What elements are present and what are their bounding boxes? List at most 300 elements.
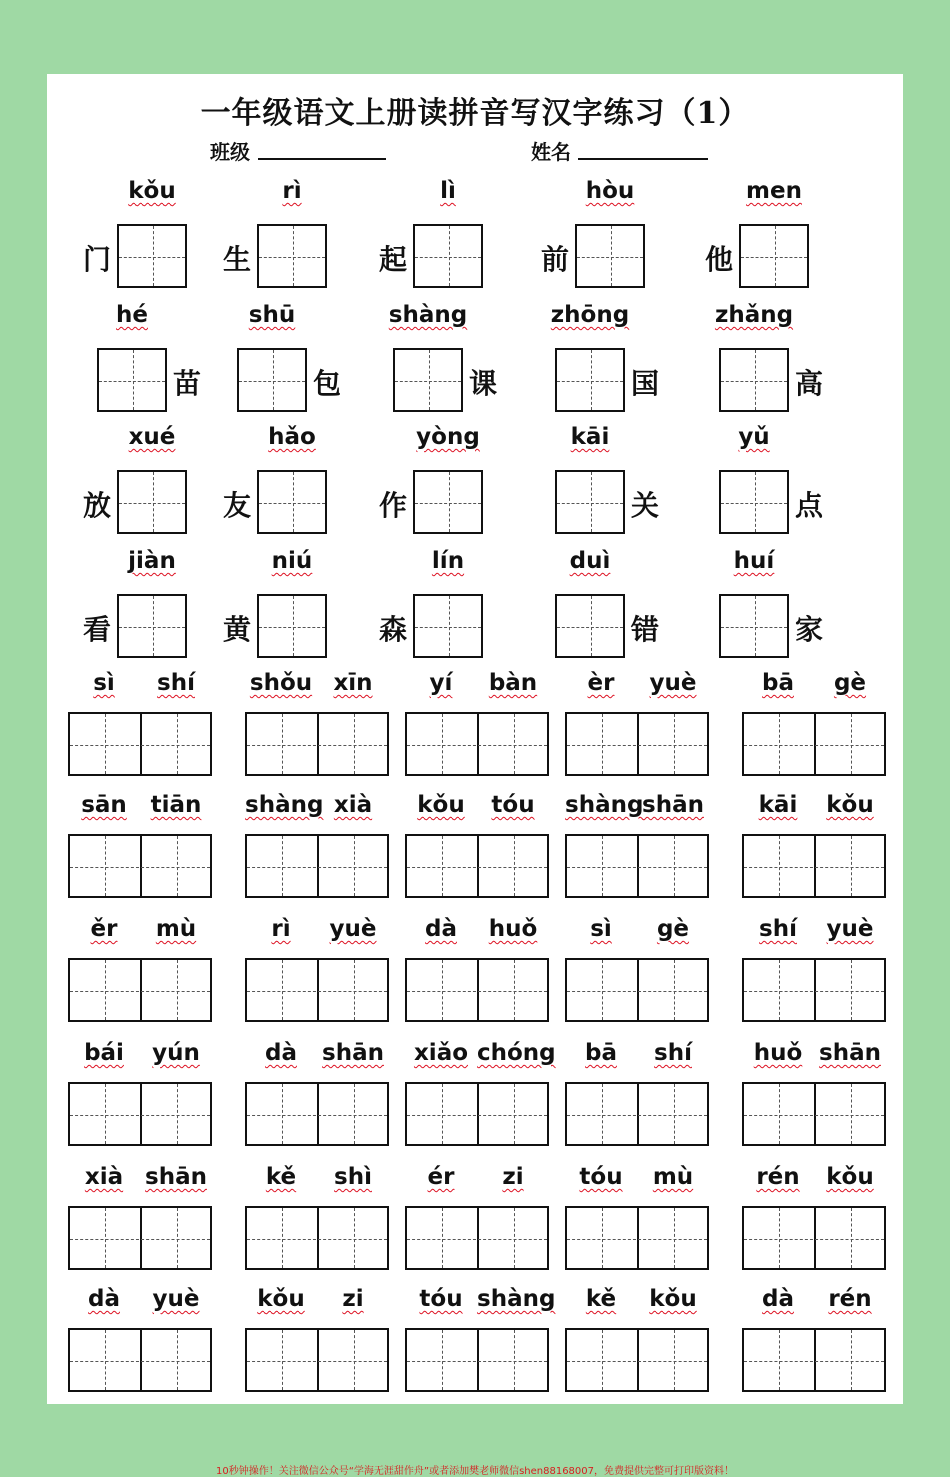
cell-divider bbox=[637, 836, 639, 896]
guide-line-vertical bbox=[282, 1208, 283, 1268]
guide-line-horizontal bbox=[567, 745, 707, 746]
writing-box[interactable] bbox=[257, 594, 327, 658]
guide-line-horizontal bbox=[557, 627, 623, 628]
writing-box[interactable] bbox=[245, 712, 389, 776]
pinyin-label: shān bbox=[145, 1164, 207, 1190]
guide-line-horizontal bbox=[247, 1361, 387, 1362]
guide-line-vertical bbox=[293, 596, 294, 656]
pinyin-label: men bbox=[746, 178, 802, 204]
guide-line-horizontal bbox=[70, 1361, 210, 1362]
writing-box[interactable] bbox=[565, 1328, 709, 1392]
guide-line-horizontal bbox=[415, 627, 481, 628]
cell-divider bbox=[814, 714, 816, 774]
cell-divider bbox=[140, 960, 142, 1020]
writing-box[interactable] bbox=[555, 348, 625, 412]
pinyin-label: dà bbox=[762, 1286, 794, 1312]
guide-line-horizontal bbox=[577, 257, 643, 258]
writing-box[interactable] bbox=[565, 712, 709, 776]
writing-box[interactable] bbox=[68, 1206, 212, 1270]
pinyin-label: huǒ bbox=[488, 916, 538, 942]
pinyin-label: rén bbox=[828, 1286, 872, 1312]
pinyin-label: dà bbox=[425, 916, 457, 942]
guide-line-vertical bbox=[851, 1330, 852, 1390]
cell-divider bbox=[477, 836, 479, 896]
cell-divider bbox=[637, 960, 639, 1020]
pinyin-label: shān bbox=[322, 1040, 384, 1066]
pinyin-label: kǒu bbox=[649, 1286, 697, 1312]
guide-line-horizontal bbox=[744, 1239, 884, 1240]
guide-line-vertical bbox=[514, 836, 515, 896]
guide-line-vertical bbox=[282, 1330, 283, 1390]
guide-line-vertical bbox=[105, 960, 106, 1020]
writing-box[interactable] bbox=[742, 1206, 886, 1270]
name-field[interactable] bbox=[578, 158, 708, 160]
writing-box[interactable] bbox=[257, 224, 327, 288]
writing-box[interactable] bbox=[742, 958, 886, 1022]
cell-divider bbox=[317, 1084, 319, 1144]
pinyin-label: gè bbox=[656, 916, 690, 942]
writing-box[interactable] bbox=[742, 712, 886, 776]
guide-line-horizontal bbox=[567, 867, 707, 868]
guide-line-vertical bbox=[602, 714, 603, 774]
writing-box[interactable] bbox=[405, 1082, 549, 1146]
guide-line-vertical bbox=[755, 350, 756, 410]
writing-box[interactable] bbox=[68, 1082, 212, 1146]
pinyin-label: niú bbox=[271, 548, 313, 574]
guide-line-horizontal bbox=[557, 381, 623, 382]
guide-line-horizontal bbox=[70, 1115, 210, 1116]
guide-line-horizontal bbox=[259, 257, 325, 258]
guide-line-horizontal bbox=[247, 1239, 387, 1240]
cell-divider bbox=[317, 836, 319, 896]
guide-line-vertical bbox=[851, 1084, 852, 1144]
pinyin-label: zi bbox=[342, 1286, 364, 1312]
writing-box[interactable] bbox=[405, 712, 549, 776]
guide-line-vertical bbox=[514, 960, 515, 1020]
cell-divider bbox=[477, 714, 479, 774]
guide-line-vertical bbox=[293, 226, 294, 286]
guide-line-horizontal bbox=[70, 867, 210, 868]
pinyin-label: yòng bbox=[416, 424, 480, 450]
guide-line-horizontal bbox=[119, 627, 185, 628]
guide-line-vertical bbox=[282, 1084, 283, 1144]
writing-box[interactable] bbox=[68, 958, 212, 1022]
guide-line-vertical bbox=[354, 1208, 355, 1268]
guide-line-vertical bbox=[602, 1084, 603, 1144]
pinyin-label: chóng bbox=[477, 1040, 556, 1066]
guide-line-vertical bbox=[177, 1208, 178, 1268]
pinyin-label: yuè bbox=[649, 670, 697, 696]
cell-divider bbox=[140, 1084, 142, 1144]
writing-box[interactable] bbox=[245, 1082, 389, 1146]
pinyin-label: xià bbox=[84, 1164, 124, 1190]
writing-box[interactable] bbox=[68, 712, 212, 776]
pinyin-label: duì bbox=[569, 548, 611, 574]
writing-box[interactable] bbox=[565, 834, 709, 898]
cell-divider bbox=[477, 1084, 479, 1144]
pinyin-label: shí bbox=[654, 1040, 692, 1066]
pinyin-label: bā bbox=[585, 1040, 617, 1066]
guide-line-horizontal bbox=[407, 991, 547, 992]
writing-box[interactable] bbox=[245, 1328, 389, 1392]
pinyin-label: yuè bbox=[329, 916, 377, 942]
writing-box[interactable] bbox=[257, 470, 327, 534]
writing-box[interactable] bbox=[742, 1082, 886, 1146]
cell-divider bbox=[814, 1084, 816, 1144]
guide-line-horizontal bbox=[744, 867, 884, 868]
page-title: 一年级语文上册读拼音写汉字练习（1） bbox=[200, 96, 750, 131]
guide-line-vertical bbox=[133, 350, 134, 410]
writing-box[interactable] bbox=[117, 594, 187, 658]
pinyin-label: sì bbox=[590, 916, 612, 942]
pinyin-label: shí bbox=[157, 670, 195, 696]
hint-character: 他 bbox=[704, 243, 733, 276]
guide-line-vertical bbox=[851, 1208, 852, 1268]
guide-line-horizontal bbox=[247, 991, 387, 992]
guide-line-vertical bbox=[153, 596, 154, 656]
pinyin-label: hòu bbox=[585, 178, 635, 204]
pinyin-label: yǔ bbox=[738, 424, 770, 450]
writing-box[interactable] bbox=[413, 470, 483, 534]
pinyin-label: xià bbox=[333, 792, 373, 818]
cell-divider bbox=[140, 714, 142, 774]
pinyin-label: èr bbox=[587, 670, 615, 696]
writing-box[interactable] bbox=[413, 224, 483, 288]
pinyin-label: rì bbox=[282, 178, 302, 204]
guide-line-vertical bbox=[282, 960, 283, 1020]
guide-line-vertical bbox=[775, 226, 776, 286]
guide-line-vertical bbox=[514, 714, 515, 774]
writing-box[interactable] bbox=[719, 594, 789, 658]
guide-line-vertical bbox=[177, 714, 178, 774]
class-label: 班级 bbox=[210, 140, 250, 164]
guide-line-vertical bbox=[674, 714, 675, 774]
guide-line-horizontal bbox=[119, 257, 185, 258]
hint-character: 包 bbox=[312, 367, 341, 400]
cell-divider bbox=[814, 836, 816, 896]
pinyin-label: rén bbox=[756, 1164, 800, 1190]
guide-line-vertical bbox=[354, 1084, 355, 1144]
pinyin-label: tóu bbox=[579, 1164, 623, 1190]
cell-divider bbox=[477, 960, 479, 1020]
writing-box[interactable] bbox=[565, 1082, 709, 1146]
writing-box[interactable] bbox=[405, 834, 549, 898]
guide-line-vertical bbox=[591, 596, 592, 656]
cell-divider bbox=[140, 1330, 142, 1390]
guide-line-vertical bbox=[779, 1084, 780, 1144]
writing-box[interactable] bbox=[742, 1328, 886, 1392]
pinyin-label: lì bbox=[440, 178, 456, 204]
guide-line-horizontal bbox=[744, 745, 884, 746]
pinyin-label: ér bbox=[427, 1164, 455, 1190]
guide-line-horizontal bbox=[247, 1115, 387, 1116]
hint-character: 起 bbox=[378, 243, 407, 276]
guide-line-horizontal bbox=[395, 381, 461, 382]
writing-box[interactable] bbox=[739, 224, 809, 288]
writing-box[interactable] bbox=[245, 1206, 389, 1270]
class-field[interactable] bbox=[258, 158, 386, 160]
pinyin-label: jiàn bbox=[128, 548, 176, 574]
pinyin-label: hé bbox=[116, 302, 148, 328]
pinyin-label: yí bbox=[429, 670, 453, 696]
guide-line-horizontal bbox=[415, 257, 481, 258]
pinyin-label: huǒ bbox=[753, 1040, 803, 1066]
hint-character: 门 bbox=[82, 243, 111, 276]
guide-line-vertical bbox=[442, 1208, 443, 1268]
guide-line-vertical bbox=[177, 960, 178, 1020]
pinyin-label: kǒu bbox=[826, 1164, 874, 1190]
cell-divider bbox=[814, 1208, 816, 1268]
guide-line-horizontal bbox=[721, 627, 787, 628]
pinyin-label: xīn bbox=[333, 670, 373, 696]
pinyin-label: mù bbox=[652, 1164, 694, 1190]
pinyin-label: shān bbox=[819, 1040, 881, 1066]
writing-box[interactable] bbox=[68, 834, 212, 898]
guide-line-horizontal bbox=[119, 503, 185, 504]
guide-line-vertical bbox=[755, 596, 756, 656]
pinyin-label: dà bbox=[88, 1286, 120, 1312]
guide-line-horizontal bbox=[259, 503, 325, 504]
writing-box[interactable] bbox=[117, 470, 187, 534]
pinyin-label: zi bbox=[502, 1164, 524, 1190]
hint-character: 看 bbox=[82, 613, 111, 646]
guide-line-vertical bbox=[514, 1208, 515, 1268]
pinyin-label: kǒu bbox=[128, 178, 176, 204]
writing-box[interactable] bbox=[68, 1328, 212, 1392]
pinyin-label: huí bbox=[733, 548, 775, 574]
writing-box[interactable] bbox=[555, 594, 625, 658]
writing-box[interactable] bbox=[405, 1206, 549, 1270]
footer-notice: 10秒钟操作！关注微信公众号“学海无涯甜作舟”或者添加樊老师微信shen88168007，免费提供完整可打印版资料！ bbox=[215, 1466, 735, 1477]
pinyin-label: kǒu bbox=[826, 792, 874, 818]
cell-divider bbox=[637, 1084, 639, 1144]
pinyin-label: bàn bbox=[488, 670, 538, 696]
guide-line-vertical bbox=[449, 596, 450, 656]
guide-line-vertical bbox=[177, 1084, 178, 1144]
guide-line-vertical bbox=[779, 1330, 780, 1390]
pinyin-label: kě bbox=[265, 1164, 297, 1190]
guide-line-vertical bbox=[851, 714, 852, 774]
guide-line-vertical bbox=[674, 1208, 675, 1268]
guide-line-vertical bbox=[273, 350, 274, 410]
guide-line-vertical bbox=[602, 960, 603, 1020]
guide-line-vertical bbox=[354, 714, 355, 774]
guide-line-horizontal bbox=[567, 1361, 707, 1362]
guide-line-horizontal bbox=[744, 1115, 884, 1116]
pinyin-label: shàng bbox=[245, 792, 324, 818]
guide-line-horizontal bbox=[407, 1115, 547, 1116]
pinyin-label: zhōng bbox=[550, 302, 630, 328]
guide-line-vertical bbox=[282, 836, 283, 896]
writing-box[interactable] bbox=[405, 958, 549, 1022]
pinyin-label: kāi bbox=[570, 424, 610, 450]
pinyin-label: mù bbox=[155, 916, 197, 942]
guide-line-horizontal bbox=[721, 503, 787, 504]
guide-line-vertical bbox=[177, 1330, 178, 1390]
guide-line-horizontal bbox=[247, 867, 387, 868]
pinyin-label: bā bbox=[762, 670, 794, 696]
cell-divider bbox=[637, 1208, 639, 1268]
guide-line-vertical bbox=[442, 1330, 443, 1390]
guide-line-vertical bbox=[354, 836, 355, 896]
guide-line-vertical bbox=[282, 714, 283, 774]
writing-box[interactable] bbox=[117, 224, 187, 288]
pinyin-label: kāi bbox=[758, 792, 798, 818]
writing-box[interactable] bbox=[565, 958, 709, 1022]
name-label: 姓名 bbox=[531, 140, 571, 164]
guide-line-horizontal bbox=[415, 503, 481, 504]
guide-line-vertical bbox=[293, 472, 294, 532]
guide-line-horizontal bbox=[744, 991, 884, 992]
pinyin-label: dà bbox=[265, 1040, 297, 1066]
writing-box[interactable] bbox=[555, 470, 625, 534]
pinyin-label: shǒu bbox=[249, 670, 313, 696]
guide-line-horizontal bbox=[741, 257, 807, 258]
guide-line-vertical bbox=[354, 960, 355, 1020]
guide-line-horizontal bbox=[247, 745, 387, 746]
guide-line-horizontal bbox=[407, 745, 547, 746]
writing-box[interactable] bbox=[565, 1206, 709, 1270]
pinyin-label: kǒu bbox=[257, 1286, 305, 1312]
guide-line-vertical bbox=[755, 472, 756, 532]
writing-box[interactable] bbox=[719, 470, 789, 534]
hint-character: 错 bbox=[630, 613, 659, 646]
cell-divider bbox=[477, 1208, 479, 1268]
guide-line-horizontal bbox=[407, 867, 547, 868]
writing-box[interactable] bbox=[719, 348, 789, 412]
writing-box[interactable] bbox=[393, 348, 463, 412]
pinyin-label: yún bbox=[152, 1040, 200, 1066]
guide-line-horizontal bbox=[70, 1239, 210, 1240]
hint-character: 黄 bbox=[222, 613, 251, 646]
guide-line-vertical bbox=[591, 472, 592, 532]
guide-line-horizontal bbox=[259, 627, 325, 628]
guide-line-vertical bbox=[591, 350, 592, 410]
hint-character: 前 bbox=[540, 243, 569, 276]
guide-line-horizontal bbox=[407, 1361, 547, 1362]
guide-line-vertical bbox=[449, 226, 450, 286]
pinyin-label: kě bbox=[585, 1286, 617, 1312]
cell-divider bbox=[814, 1330, 816, 1390]
pinyin-label: xué bbox=[128, 424, 176, 450]
pinyin-label: shí bbox=[759, 916, 797, 942]
guide-line-vertical bbox=[674, 960, 675, 1020]
cell-divider bbox=[814, 960, 816, 1020]
guide-line-vertical bbox=[674, 1084, 675, 1144]
hint-character: 家 bbox=[794, 613, 823, 646]
hint-character: 苗 bbox=[172, 367, 201, 400]
guide-line-horizontal bbox=[567, 1115, 707, 1116]
pinyin-label: lín bbox=[431, 548, 465, 574]
guide-line-vertical bbox=[602, 1208, 603, 1268]
pinyin-label: yuè bbox=[152, 1286, 200, 1312]
guide-line-horizontal bbox=[744, 1361, 884, 1362]
pinyin-label: yuè bbox=[826, 916, 874, 942]
pinyin-label: rì bbox=[271, 916, 291, 942]
guide-line-vertical bbox=[105, 714, 106, 774]
guide-line-vertical bbox=[105, 1084, 106, 1144]
pinyin-label: shū bbox=[248, 302, 296, 328]
guide-line-horizontal bbox=[567, 991, 707, 992]
writing-box[interactable] bbox=[245, 958, 389, 1022]
guide-line-vertical bbox=[602, 1330, 603, 1390]
guide-line-vertical bbox=[514, 1084, 515, 1144]
guide-line-horizontal bbox=[407, 1239, 547, 1240]
cell-divider bbox=[637, 1330, 639, 1390]
guide-line-vertical bbox=[851, 836, 852, 896]
pinyin-label: sì bbox=[93, 670, 115, 696]
guide-line-vertical bbox=[442, 1084, 443, 1144]
guide-line-vertical bbox=[449, 472, 450, 532]
guide-line-vertical bbox=[779, 960, 780, 1020]
pinyin-label: sān bbox=[81, 792, 127, 818]
guide-line-horizontal bbox=[99, 381, 165, 382]
guide-line-vertical bbox=[779, 714, 780, 774]
writing-box[interactable] bbox=[742, 834, 886, 898]
guide-line-vertical bbox=[105, 1208, 106, 1268]
guide-line-vertical bbox=[851, 960, 852, 1020]
writing-box[interactable] bbox=[413, 594, 483, 658]
pinyin-label: tóu bbox=[491, 792, 535, 818]
cell-divider bbox=[140, 836, 142, 896]
guide-line-vertical bbox=[105, 1330, 106, 1390]
pinyin-label: gè bbox=[833, 670, 867, 696]
pinyin-label: shàng bbox=[477, 1286, 556, 1312]
cell-divider bbox=[317, 714, 319, 774]
hint-character: 作 bbox=[378, 489, 407, 522]
pinyin-label: shì bbox=[334, 1164, 372, 1190]
hint-character: 森 bbox=[378, 613, 407, 646]
pinyin-label: kǒu bbox=[417, 792, 465, 818]
guide-line-vertical bbox=[354, 1330, 355, 1390]
pinyin-label: shàng bbox=[388, 302, 468, 328]
pinyin-label: shān bbox=[642, 792, 704, 818]
guide-line-horizontal bbox=[70, 745, 210, 746]
hint-character: 高 bbox=[794, 367, 823, 400]
hint-character: 点 bbox=[794, 489, 823, 522]
pinyin-label: shàng bbox=[565, 792, 644, 818]
pinyin-label: zhǎng bbox=[714, 302, 794, 328]
guide-line-vertical bbox=[429, 350, 430, 410]
pinyin-label: xiǎo bbox=[413, 1040, 469, 1066]
pinyin-label: tiān bbox=[150, 792, 202, 818]
cell-divider bbox=[317, 1330, 319, 1390]
writing-box[interactable] bbox=[245, 834, 389, 898]
guide-line-vertical bbox=[674, 836, 675, 896]
guide-line-vertical bbox=[177, 836, 178, 896]
writing-box[interactable] bbox=[97, 348, 167, 412]
cell-divider bbox=[317, 1208, 319, 1268]
guide-line-horizontal bbox=[70, 991, 210, 992]
guide-line-horizontal bbox=[721, 381, 787, 382]
writing-box[interactable] bbox=[575, 224, 645, 288]
guide-line-vertical bbox=[442, 960, 443, 1020]
writing-box[interactable] bbox=[237, 348, 307, 412]
cell-divider bbox=[477, 1330, 479, 1390]
guide-line-vertical bbox=[442, 714, 443, 774]
guide-line-vertical bbox=[442, 836, 443, 896]
cell-divider bbox=[637, 714, 639, 774]
pinyin-label: ěr bbox=[90, 916, 118, 942]
hint-character: 课 bbox=[468, 367, 497, 400]
hint-character: 国 bbox=[630, 367, 659, 400]
guide-line-vertical bbox=[674, 1330, 675, 1390]
cell-divider bbox=[140, 1208, 142, 1268]
writing-box[interactable] bbox=[405, 1328, 549, 1392]
guide-line-vertical bbox=[153, 226, 154, 286]
pinyin-label: hǎo bbox=[268, 424, 316, 450]
guide-line-vertical bbox=[514, 1330, 515, 1390]
